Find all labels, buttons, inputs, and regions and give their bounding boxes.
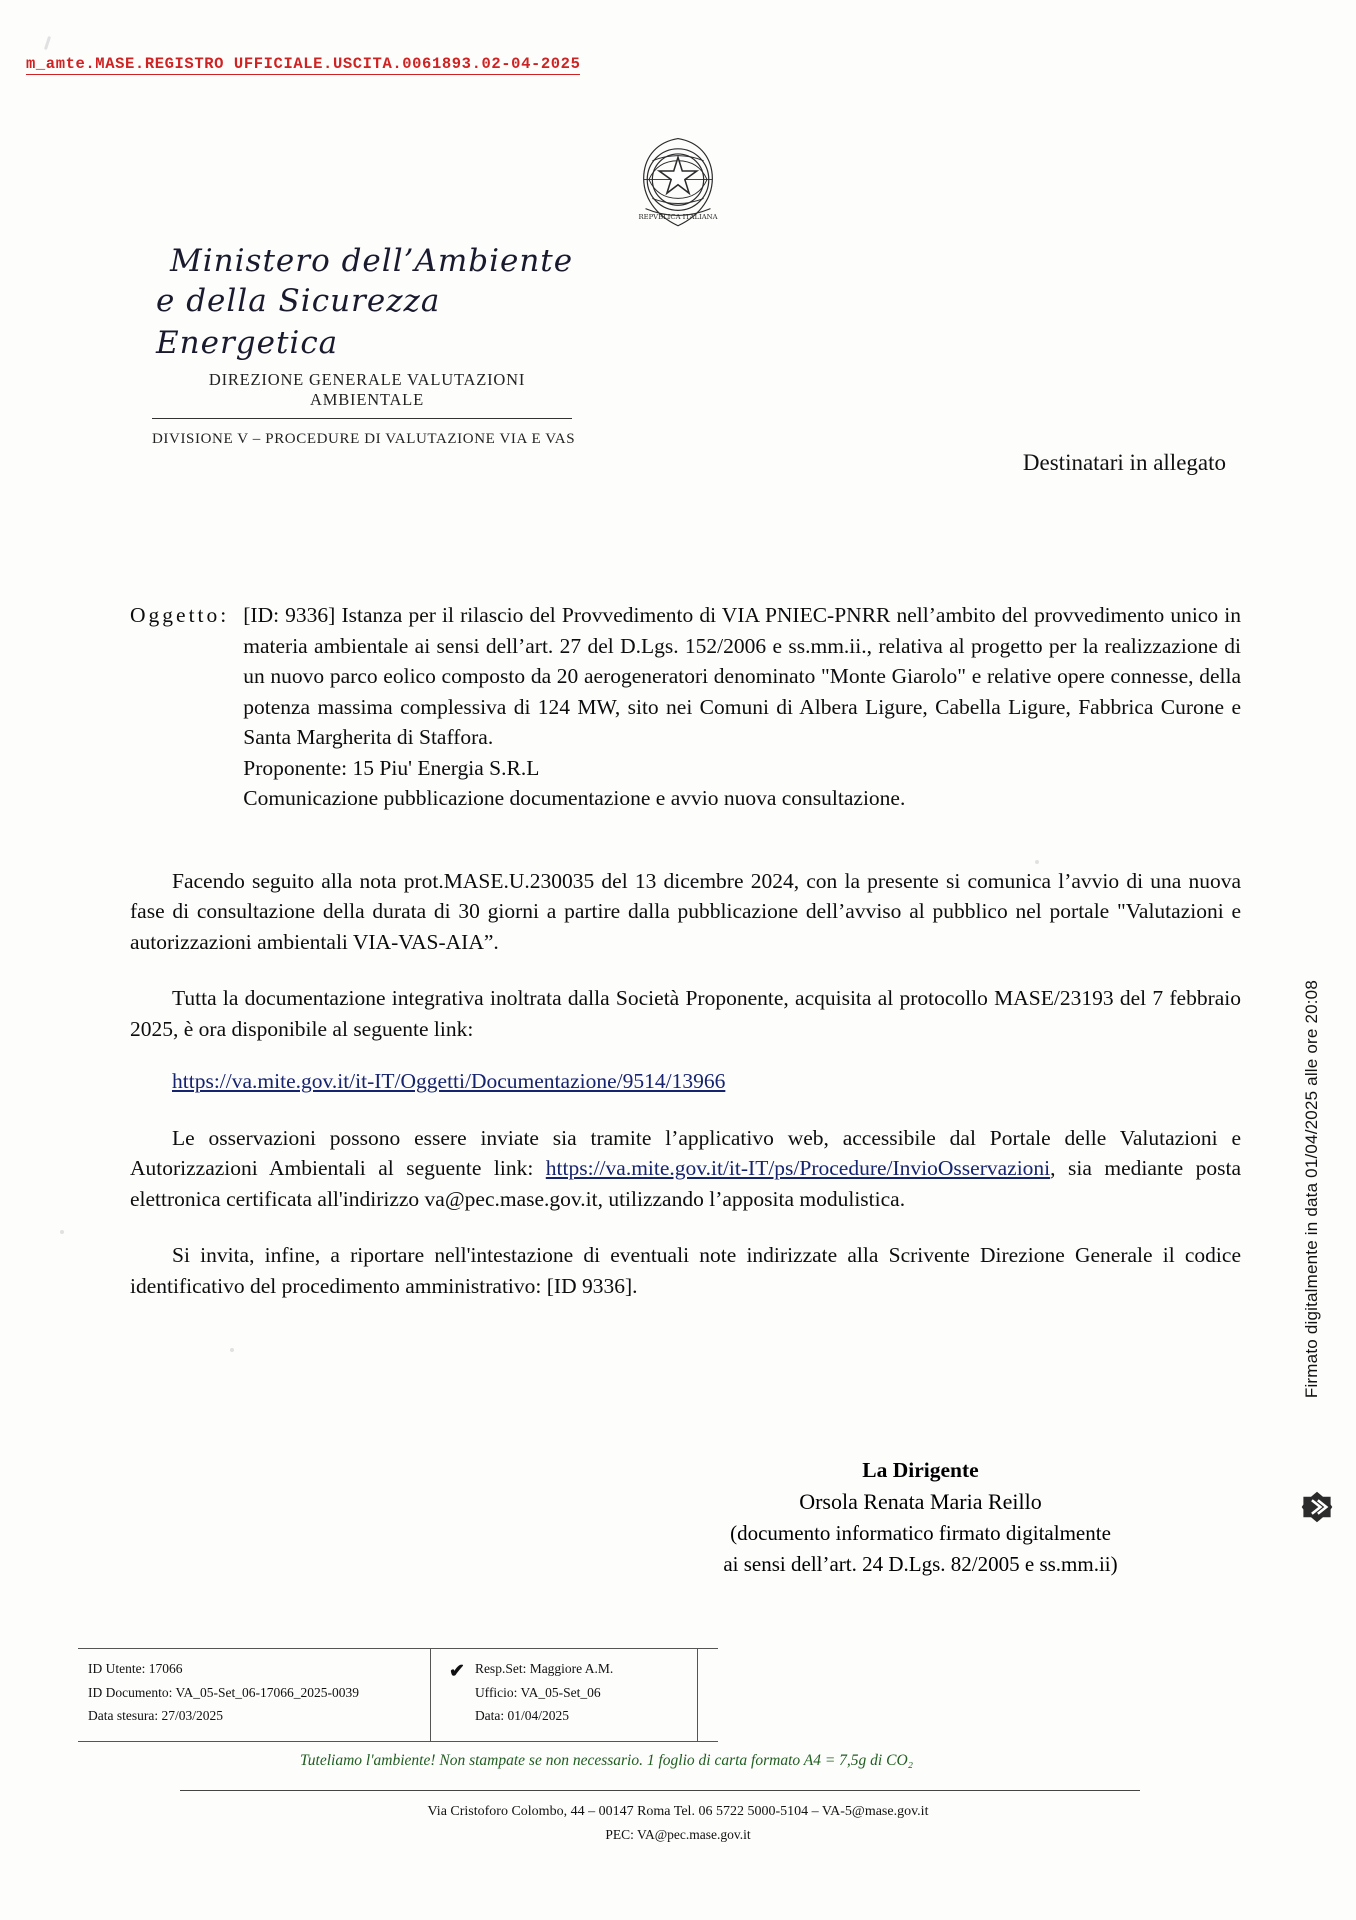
header-divider bbox=[152, 418, 572, 419]
directorate-general: DIREZIONE GENERALE VALUTAZIONI AMBIENTALE bbox=[208, 370, 526, 410]
division-line: DIVISIONE V – PROCEDURE DI VALUTAZIONE VIA E VAS bbox=[152, 431, 576, 448]
scan-artifact bbox=[230, 1348, 234, 1352]
footer-draft-date: Data stesura: 27/03/2025 bbox=[88, 1708, 223, 1724]
letterhead bbox=[0, 130, 1356, 448]
scan-artifact bbox=[44, 36, 51, 50]
ministry-name-block bbox=[152, 242, 582, 448]
paragraph-3-part-b: , sia mediante posta elettronica certificata all'indirizzo va@pec.mase.gov.it, utilizzando l’apposita modulistica. bbox=[130, 1156, 1241, 1211]
ministry-line-1: Ministero dell’Ambiente bbox=[170, 243, 574, 279]
observations-link[interactable]: https://va.mite.gov.it/it-IT/ps/Procedure/InvioOsservazioni bbox=[545, 1156, 1051, 1181]
footer-resp-set: Resp.Set: Maggiore A.M. bbox=[474, 1661, 614, 1676]
paragraph-4: Si invita, infine, a riportare nell'intestazione di eventuali note indirizzate alla Scrivente Direzione Generale il codice identificativo del procedimento amministrativo: [ID 9336]. bbox=[130, 1243, 1241, 1298]
scan-artifact bbox=[1035, 860, 1039, 864]
footer-meta-right bbox=[698, 1649, 718, 1741]
footer-user-id: ID Utente: 17066 bbox=[88, 1661, 183, 1676]
subject-row bbox=[130, 600, 1241, 814]
documentation-link[interactable]: https://va.mite.gov.it/it-IT/Oggetti/Documentazione/9514/13966 bbox=[172, 1069, 726, 1094]
signatory-name: Orsola Renata Maria Reillo bbox=[799, 1489, 1042, 1515]
address-line-2: PEC: VA@pec.mase.gov.it bbox=[605, 1826, 751, 1842]
footer-divider bbox=[180, 1790, 1140, 1791]
eco-notice: Tuteliamo l'ambiente! Non stampate se non necessario. 1 foglio di carta formato A4 = 7,5g di CO₂ bbox=[300, 1752, 914, 1769]
letter-body bbox=[130, 600, 1241, 1301]
paragraph-2: Tutta la documentazione integrativa inoltrata dalla Società Proponente, acquisita al protocollo MASE/23193 del 7 febbraio 2025, è ora disponibile al seguente link: bbox=[130, 986, 1241, 1041]
signature-note-1: (documento informatico firmato digitalmente bbox=[730, 1521, 1111, 1546]
footer-doc-id: ID Documento: VA_05-Set_06-17066_2025-0039 bbox=[88, 1684, 359, 1700]
check-icon: ✔ bbox=[448, 1661, 465, 1682]
svg-text:REPVBLICA ITALIANA: REPVBLICA ITALIANA bbox=[638, 212, 718, 221]
digital-signature-seal-icon bbox=[1300, 1490, 1334, 1524]
footer-date: Data: 01/04/2025 bbox=[474, 1708, 570, 1724]
signature-note-2: ai sensi dell’art. 24 D.Lgs. 82/2005 e ss.mm.ii) bbox=[723, 1551, 1118, 1576]
subject-label: Oggetto: bbox=[130, 603, 230, 627]
address-line-1: Via Cristoforo Colombo, 44 – 00147 Roma Tel. 06 5722 5000-5104 – VA-5@mase.gov.it bbox=[427, 1804, 929, 1819]
repubblica-italiana-emblem-icon bbox=[626, 130, 730, 236]
footer-meta-middle bbox=[431, 1649, 698, 1741]
protocol-stamp: m_amte.MASE.REGISTRO UFFICIALE.USCITA.0061893.02-04-2025 bbox=[26, 55, 581, 73]
documentation-link-line bbox=[130, 1066, 1241, 1097]
scan-artifact bbox=[60, 1230, 64, 1234]
footer-address bbox=[0, 1800, 1356, 1847]
subject-communication: Comunicazione pubblicazione documentazione e avvio nuova consultazione. bbox=[243, 786, 906, 811]
signature-block bbox=[600, 1455, 1241, 1579]
subject-proponent: Proponente: 15 Piu' Energia S.R.L bbox=[243, 755, 540, 780]
signatory-title: La Dirigente bbox=[862, 1458, 979, 1482]
recipients-line: Destinatari in allegato bbox=[1022, 450, 1226, 475]
ministry-line-2: e della Sicurezza Energetica bbox=[156, 282, 441, 361]
paragraph-3-part-a: Le osservazioni possono essere inviate sia tramite l’applicativo web, accessibile dal Portale delle Valutazioni e Autorizzazioni Ambientali al seguente link: bbox=[130, 1125, 1241, 1181]
digital-signature-strip: Firmato digitalmente in data 01/04/2025 alle ore 20:08 bbox=[1302, 980, 1321, 1399]
subject-text-group bbox=[243, 600, 1241, 814]
footer-meta-left bbox=[78, 1649, 431, 1741]
footer-office: Ufficio: VA_05-Set_06 bbox=[474, 1684, 601, 1700]
footer-metadata-table bbox=[78, 1648, 718, 1742]
paragraph-1: Facendo seguito alla nota prot.MASE.U.230035 del 13 dicembre 2024, con la presente si comunica l’avvio di una nuova fase di consultazione della durata di 30 giorni a partire dalla pubblicazione dell’avviso al pubblico nel portale "Valutazioni e autorizzazioni ambientali VIA-VAS-AIA”. bbox=[130, 868, 1241, 954]
paragraph-3 bbox=[130, 1123, 1241, 1215]
subject-text: [ID: 9336] Istanza per il rilascio del Provvedimento di VIA PNIEC-PNRR nell’ambito del provvedimento unico in materia ambientale ai sensi dell’art. 27 del D.Lgs. 152/2006 e ss.mm.ii., relativa al progetto per la realizzazione di un nuovo parco eolico composto da 20 aerogeneratori denominato "Monte Giarolo" e relative opere connesse, della potenza massima complessiva di 124 MW, sito nei Comuni di Albera Ligure, Cabella Ligure, Fabbrica Curone e Santa Margherita di Staffora. bbox=[243, 603, 1241, 750]
